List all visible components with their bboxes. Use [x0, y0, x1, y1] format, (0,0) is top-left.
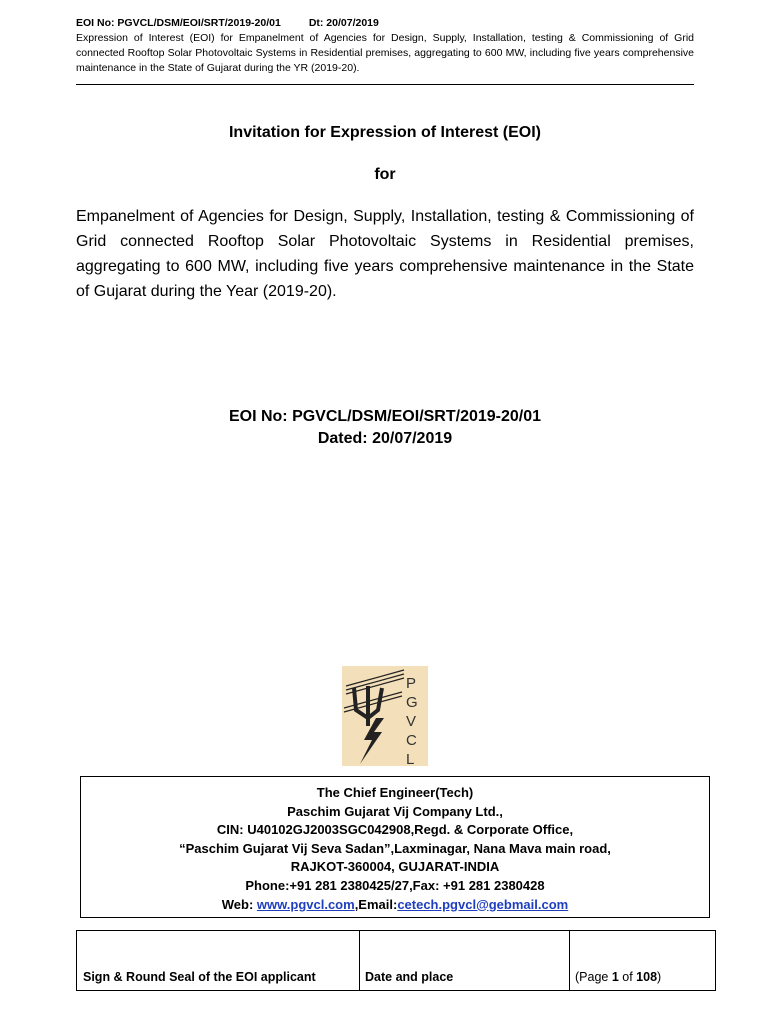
- logo-letter-v: V: [406, 713, 417, 730]
- page-number: [575, 970, 661, 984]
- page-total: 108: [636, 970, 658, 984]
- logo-letter-g: G: [406, 694, 418, 711]
- eoi-date: Dated: 20/07/2019: [317, 430, 453, 447]
- logo-letter-l: L: [406, 751, 415, 766]
- logo-letter-c: C: [406, 732, 417, 749]
- eoi-number: EOI No: PGVCL/DSM/EOI/SRT/2019-20/01: [228, 408, 542, 425]
- web-label: Web:: [221, 896, 257, 912]
- address-line: CIN: U40102GJ2003SGC042908,Regd. & Corporate Office,: [216, 822, 574, 838]
- address-line: “Paschim Gujarat Vij Seva Sadan”,Laxminagar, Nana Mava main road,: [179, 840, 611, 856]
- page-number-cell: [569, 931, 715, 990]
- header-description: Expression of Interest (EOI) for Empanelment of Agencies for Design, Supply, Installation, testing & Commissioning of Grid connected Rooftop Solar Photovoltaic Systems in Residential premises, aggregating to 600 MW, including five years comprehensive maintenance in the State of Gujarat during the YR (2019-20).: [76, 32, 694, 74]
- address-line: Paschim Gujarat Vij Company Ltd.,: [287, 803, 503, 819]
- page-of: of: [618, 970, 637, 984]
- address-line: RAJKOT-360004, GUJARAT-INDIA: [290, 859, 500, 875]
- page-header: [76, 16, 694, 76]
- seal-cell: [77, 931, 360, 990]
- header-reference: [76, 16, 694, 31]
- address-box: [80, 776, 710, 918]
- page-suffix: ): [657, 970, 662, 984]
- address-line: Phone:+91 281 2380425/27,Fax: +91 281 2380428: [245, 877, 545, 893]
- pgvcl-logo-mark: [342, 666, 428, 766]
- address-line: The Chief Engineer(Tech): [316, 785, 474, 800]
- pgvcl-logo: [342, 666, 428, 766]
- email-link[interactable]: cetech.pgvcl@gebmail.com: [397, 896, 569, 912]
- page-prefix: (Page: [575, 970, 612, 984]
- email-label: ,Email:: [354, 896, 398, 912]
- title-connector: for: [374, 166, 396, 183]
- document-title: Invitation for Expression of Interest (EOI): [228, 124, 542, 141]
- header-divider: [76, 84, 694, 85]
- contact-line: [81, 896, 709, 915]
- seal-label: Sign & Round Seal of the EOI applicant: [83, 970, 316, 984]
- date-place-label: Date and place: [365, 970, 454, 984]
- eoi-reference: [76, 406, 694, 450]
- date-place-cell: [359, 931, 570, 990]
- page-current: 1: [611, 970, 619, 984]
- logo-letter-p: P: [406, 675, 417, 692]
- scope-statement: Empanelment of Agencies for Design, Supply, Installation, testing & Commissioning of Grid connected Rooftop Solar Photovoltaic Systems in Residential premises, aggregating to 600 MW, including five years comprehensive maintenance in the State of Gujarat during the Year (2019-20).: [76, 208, 694, 300]
- header-eoi-no: EOI No: PGVCL/DSM/EOI/SRT/2019-20/01: [76, 17, 281, 29]
- footer-table: [76, 930, 716, 991]
- header-date: Dt: 20/07/2019: [308, 17, 379, 29]
- website-link[interactable]: www.pgvcl.com: [256, 896, 355, 912]
